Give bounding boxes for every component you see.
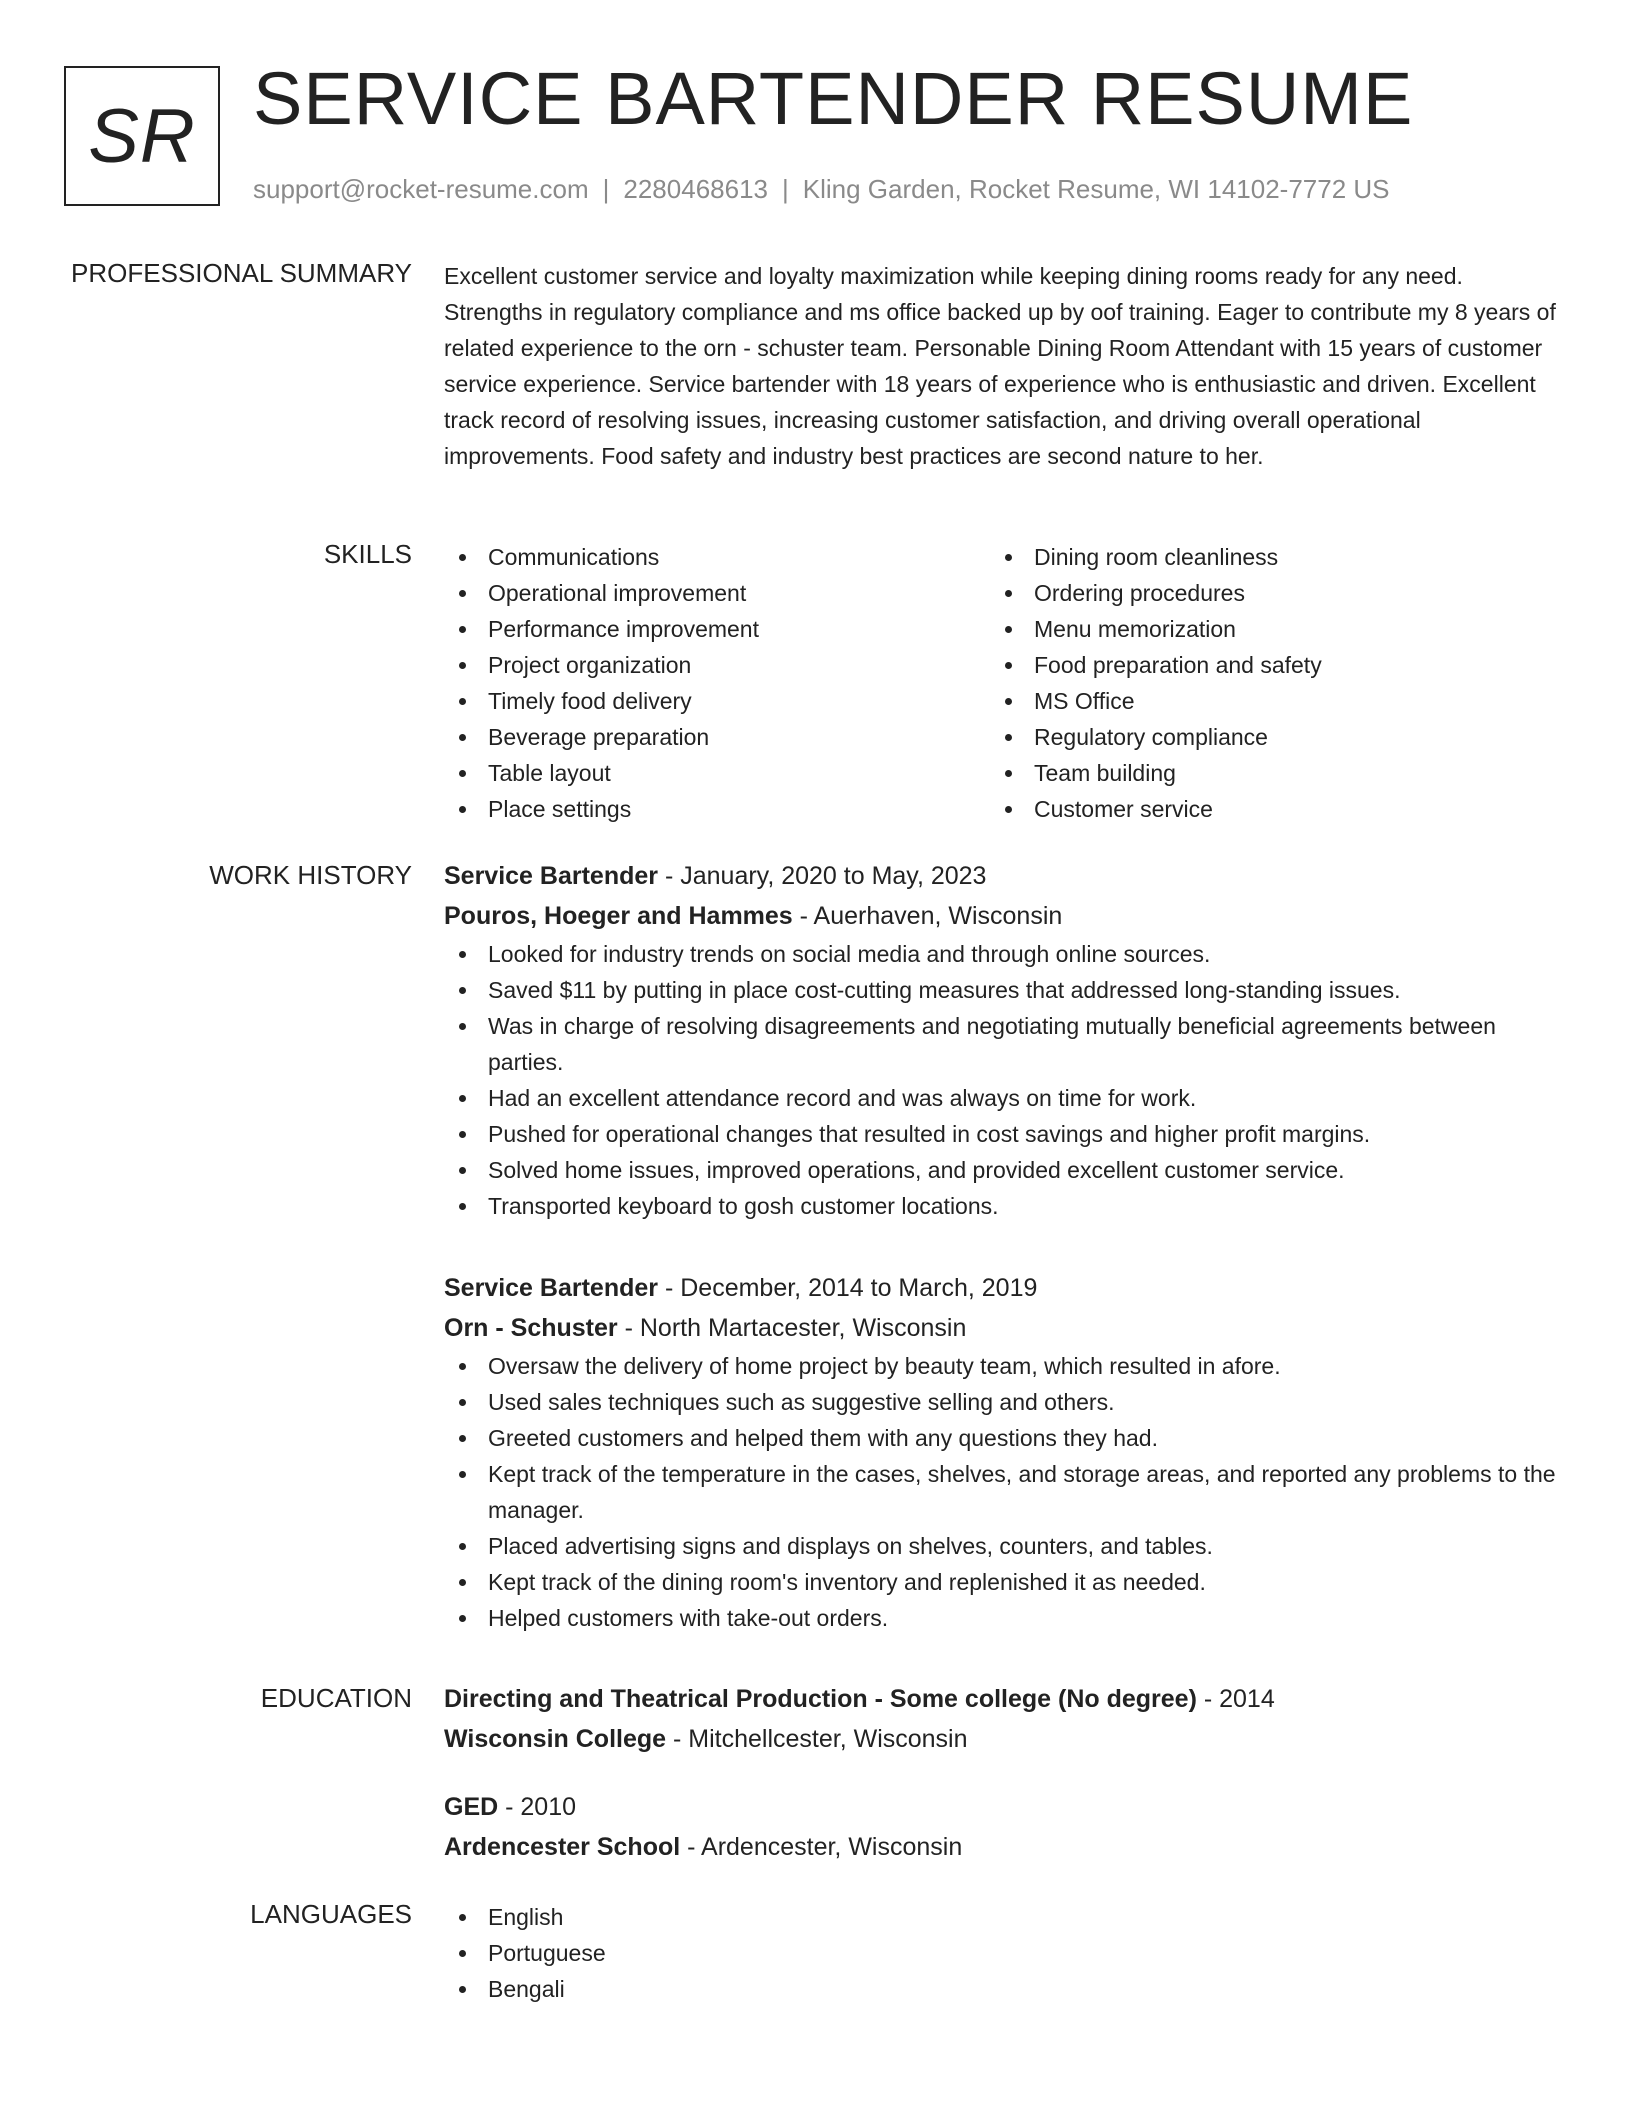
job-entry	[444, 856, 1556, 1224]
job-bullet: Placed advertising signs and displays on shelves, counters, and tables.	[444, 1528, 1556, 1564]
skill-item: MS Office	[990, 683, 1536, 719]
skill-item: Menu memorization	[990, 611, 1536, 647]
contact-line	[253, 174, 1390, 205]
job-bullet: Greeted customers and helped them with any questions they had.	[444, 1420, 1556, 1456]
education-school: Ardencester School	[444, 1833, 681, 1861]
education-school-line	[444, 1719, 1556, 1759]
contact-separator: |	[782, 174, 789, 204]
job-company-line	[444, 896, 1556, 936]
summary-text: Excellent customer service and loyalty maximization while keeping dining rooms ready for any need. Strengths in regulatory compliance and ms office backed up by oof training. Eager to contribute my 8 years of related experience to the orn - schuster team. Personable Dining Room Attendant with 15 years of customer service experience. Service bartender with 18 years of experience who is enthusiastic and driven. Excellent track record of resolving issues, increasing customer satisfaction, and driving overall operational improvements. Food safety and industry best practices are second nature to her.	[444, 263, 1556, 469]
section-label-work: WORK HISTORY	[209, 860, 412, 890]
job-bullet-list	[444, 936, 1556, 1224]
education-year: - 2014	[1196, 1685, 1275, 1713]
education-degree: Directing and Theatrical Production - Some college (No degree)	[444, 1685, 1197, 1713]
skill-item: Project organization	[444, 647, 990, 683]
skill-item: Table layout	[444, 755, 990, 791]
education-degree-line	[444, 1787, 1556, 1827]
education-location: - Mitchellcester, Wisconsin	[666, 1725, 968, 1753]
skills-list-right	[990, 539, 1536, 827]
skill-item: Customer service	[990, 791, 1536, 827]
section-label-summary: PROFESSIONAL SUMMARY	[71, 258, 412, 288]
job-bullet-list	[444, 1348, 1556, 1636]
education-entry	[444, 1787, 1556, 1867]
skill-item: Team building	[990, 755, 1536, 791]
job-bullet: Used sales techniques such as suggestive selling and others.	[444, 1384, 1556, 1420]
skill-item: Performance improvement	[444, 611, 990, 647]
job-title: Service Bartender	[444, 862, 659, 890]
job-bullet: Kept track of the temperature in the cases, shelves, and storage areas, and reported any problems to the manager.	[444, 1456, 1556, 1528]
job-entry	[444, 1268, 1556, 1636]
job-title: Service Bartender	[444, 1274, 659, 1302]
skill-item: Place settings	[444, 791, 990, 827]
job-location: - Auerhaven, Wisconsin	[792, 902, 1063, 930]
job-bullet: Helped customers with take-out orders.	[444, 1600, 1556, 1636]
job-bullet: Solved home issues, improved operations, and provided excellent customer service.	[444, 1152, 1556, 1188]
contact-separator: |	[602, 174, 610, 204]
section-label-skills: SKILLS	[323, 539, 412, 569]
job-title-line	[444, 1268, 1556, 1308]
job-location: - North Martacester, Wisconsin	[617, 1314, 967, 1342]
skill-item: Operational improvement	[444, 575, 990, 611]
skill-item: Ordering procedures	[990, 575, 1536, 611]
language-item: English	[444, 1899, 1556, 1935]
job-bullet: Looked for industry trends on social media and through online sources.	[444, 936, 1556, 972]
job-title-line	[444, 856, 1556, 896]
education-degree: GED	[444, 1793, 499, 1821]
section-label-languages: LANGUAGES	[250, 1899, 412, 1929]
language-item: Portuguese	[444, 1935, 1556, 1971]
education-entry	[444, 1679, 1556, 1759]
page-title: SERVICE BARTENDER RESUME	[253, 57, 1414, 140]
job-company-line	[444, 1308, 1556, 1348]
contact-email[interactable]: support@rocket-resume.com	[253, 174, 589, 204]
skill-item: Beverage preparation	[444, 719, 990, 755]
education-location: - Ardencester, Wisconsin	[680, 1833, 963, 1861]
skill-item: Regulatory compliance	[990, 719, 1536, 755]
job-dates: - December, 2014 to March, 2019	[658, 1274, 1038, 1302]
skill-item: Food preparation and safety	[990, 647, 1536, 683]
job-dates: - January, 2020 to May, 2023	[658, 862, 987, 890]
education-school-line	[444, 1827, 1556, 1867]
job-company: Orn - Schuster	[444, 1314, 618, 1342]
education-school: Wisconsin College	[444, 1725, 667, 1753]
job-bullet: Pushed for operational changes that resulted in cost savings and higher profit margins.	[444, 1116, 1556, 1152]
skill-item: Communications	[444, 539, 990, 575]
monogram-logo	[64, 66, 220, 206]
section-label-education: EDUCATION	[260, 1683, 412, 1713]
skills-list-left	[444, 539, 990, 827]
skill-item: Timely food delivery	[444, 683, 990, 719]
job-bullet: Saved $11 by putting in place cost-cutting measures that addressed long-standing issues.	[444, 972, 1556, 1008]
contact-address: Kling Garden, Rocket Resume, WI 14102-7772 US	[802, 174, 1390, 204]
education-year: - 2010	[498, 1793, 577, 1821]
job-bullet: Had an excellent attendance record and was always on time for work.	[444, 1080, 1556, 1116]
job-bullet: Was in charge of resolving disagreements and negotiating mutually beneficial agreements between parties.	[444, 1008, 1556, 1080]
job-bullet: Transported keyboard to gosh customer locations.	[444, 1188, 1556, 1224]
monogram-text: SR	[88, 93, 196, 179]
job-bullet: Kept track of the dining room's inventory and replenished it as needed.	[444, 1564, 1556, 1600]
language-item: Bengali	[444, 1971, 1556, 2007]
education-degree-line	[444, 1679, 1556, 1719]
skill-item: Dining room cleanliness	[990, 539, 1536, 575]
contact-phone[interactable]: 2280468613	[623, 174, 768, 204]
job-company: Pouros, Hoeger and Hammes	[444, 902, 793, 930]
languages-list	[444, 1899, 1556, 2007]
job-bullet: Oversaw the delivery of home project by beauty team, which resulted in afore.	[444, 1348, 1556, 1384]
